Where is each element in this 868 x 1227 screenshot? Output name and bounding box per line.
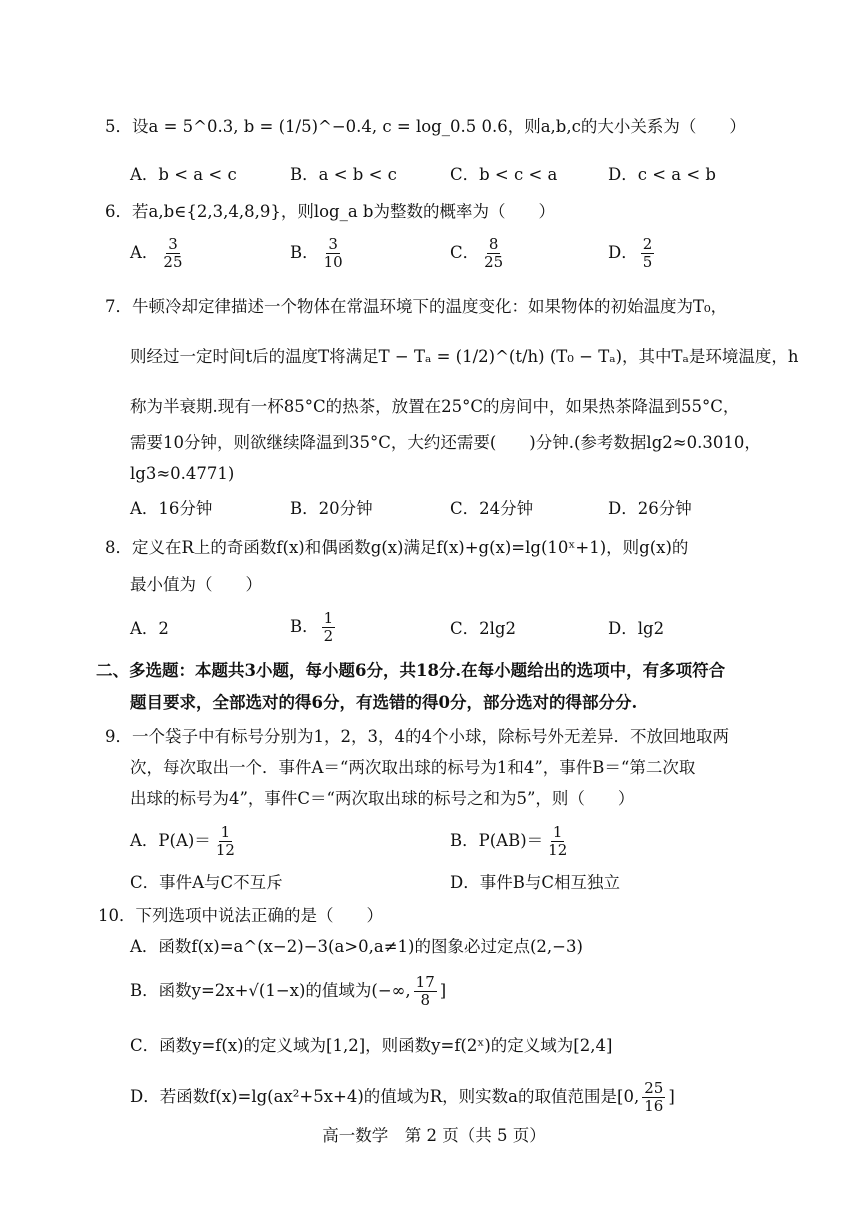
- q6-option-a-fraction: [161, 236, 184, 271]
- q9-option-c: C．事件A与C不互斥: [130, 873, 283, 892]
- q9-option-a: [130, 824, 240, 859]
- q7-line-4: 需要10分钟，则欲继续降温到35°C，大约还需要( )分钟.(参考数据lg2≈0.3010，: [130, 433, 761, 452]
- q7-line-2: 则经过一定时间t后的温度T将满足T − Tₐ = (1/2)^(t/h) (T₀ − Tₐ)，其中Tₐ是环境温度，h: [130, 347, 799, 366]
- q6-option-d-fraction: [641, 236, 655, 271]
- q8-option-b-num: 1: [323, 609, 334, 627]
- q6-option-b-fraction: [322, 236, 345, 271]
- q6-option-a: [130, 236, 188, 271]
- q9-line-3: 出球的标号为4”，事件C＝“两次取出球的标号之和为5”，则（ ）: [130, 789, 635, 808]
- q6-option-a-num: 3: [168, 235, 178, 253]
- q6-option-c: [450, 236, 508, 271]
- q7-option-c: C．24分钟: [450, 499, 534, 518]
- q5-option-d: D．c < a < b: [608, 165, 716, 184]
- q8-option-c: C．2lg2: [450, 619, 516, 638]
- q9-option-a-num: 1: [220, 823, 231, 841]
- q6-option-c-fraction: [482, 236, 505, 271]
- q10-option-d-end: ]: [668, 1087, 675, 1106]
- section-2-heading-line-1: 二、多选题：本题共3小题，每小题6分，共18分.在每小题给出的选项中，有多项符合: [96, 661, 726, 680]
- q6-stem: 6．若a,b∈{2,3,4,8,9}，则log_a b为整数的概率为（ ）: [105, 202, 555, 221]
- q9-option-b-fraction: [546, 824, 569, 859]
- q6-option-c-den: 25: [484, 253, 504, 271]
- q6-option-c-num: 8: [488, 235, 499, 253]
- q5-stem: 5．设a = 5^0.3, b = (1/5)^−0.4, c = log_0.5 0.6，则a,b,c的大小关系为（ ）: [105, 117, 746, 136]
- q10-option-d-fraction: [642, 1080, 665, 1115]
- q9-option-b-den: 12: [548, 841, 568, 859]
- q8-option-a: A．2: [130, 619, 169, 638]
- q7-line-5: lg3≈0.4771): [130, 464, 235, 483]
- q8-line-2: 最小值为（ ）: [130, 575, 262, 594]
- q6-option-b-num: 3: [328, 235, 338, 253]
- q6-option-c-label: C．: [450, 243, 480, 262]
- q7-line-1: 7．牛顿冷却定律描述一个物体在常温环境下的温度变化：如果物体的初始温度为T₀，: [105, 297, 728, 316]
- q6-option-d-num: 2: [642, 235, 653, 253]
- q10-option-d-text: D．若函数f(x)=lg(ax²+5x+4)的值域为R，则实数a的取值范围是[0,: [130, 1087, 640, 1106]
- q9-option-b-num: 1: [552, 823, 563, 841]
- q10-stem: 10．下列选项中说法正确的是（ ）: [98, 906, 383, 925]
- q6-option-b: [290, 236, 348, 271]
- q5-option-c: C．b < c < a: [450, 165, 558, 184]
- q10-option-b-end: ]: [439, 981, 447, 1000]
- q6-option-d-den: 5: [642, 253, 653, 271]
- q6-option-a-label: A．: [130, 243, 159, 262]
- q9-option-a-fraction: [214, 824, 237, 859]
- section-2-heading-line-2: 题目要求，全部选对的得6分，有选错的得0分，部分选对的得部分分.: [130, 693, 638, 712]
- q10-option-b-text: B．函数y=2x+√(1−x)的值域为(−∞,: [130, 981, 411, 1000]
- q8-option-b-fraction: [322, 610, 336, 645]
- q6-option-a-den: 25: [163, 253, 183, 271]
- q10-option-b-num: 17: [415, 973, 435, 991]
- q6-option-b-den: 10: [323, 253, 343, 271]
- q9-option-a-label: A．P(A)＝: [130, 831, 211, 850]
- q9-line-1: 9．一个袋子中有标号分别为1，2，3，4的4个小球，除标号外无差异．不放回地取两: [105, 727, 729, 746]
- q10-option-b-fraction: [414, 974, 437, 1009]
- q8-option-b: [290, 610, 338, 645]
- q6-option-d: [608, 236, 657, 271]
- q10-option-d-num: 25: [644, 1079, 664, 1097]
- q9-option-b-label: B．P(AB)＝: [450, 831, 544, 850]
- q7-line-3: 称为半衰期.现有一杯85°C的热茶，放置在25°C的房间中，如果热茶降温到55°C，: [130, 397, 740, 416]
- page-footer: 高一数学 第 2 页（共 5 页）: [322, 1126, 546, 1145]
- q7-option-b: B．20分钟: [290, 499, 373, 518]
- q9-option-a-den: 12: [215, 841, 235, 859]
- q10-option-b: [130, 974, 446, 1009]
- q10-option-b-den: 8: [420, 991, 430, 1009]
- q9-option-b: [450, 824, 572, 859]
- q10-option-a: A．函数f(x)=a^(x−2)−3(a>0,a≠1)的图象必过定点(2,−3): [130, 937, 583, 956]
- q6-option-d-label: D．: [608, 243, 638, 262]
- q10-option-c: C．函数y=f(x)的定义域为[1,2]，则函数y=f(2ˣ)的定义域为[2,4]: [130, 1036, 613, 1055]
- q8-option-b-label: B．: [290, 617, 319, 636]
- q7-option-d: D．26分钟: [608, 499, 692, 518]
- q5-option-a: A．b < a < c: [130, 165, 237, 184]
- q8-option-b-den: 2: [323, 627, 334, 645]
- q7-option-a: A．16分钟: [130, 499, 213, 518]
- q9-line-2: 次，每次取出一个．事件A＝“两次取出球的标号为1和4”，事件B＝“第二次取: [130, 758, 696, 777]
- q9-option-d: D．事件B与C相互独立: [450, 873, 620, 892]
- q8-option-d: D．lg2: [608, 619, 665, 638]
- q5-option-b: B．a < b < c: [290, 165, 397, 184]
- q10-option-d-den: 16: [644, 1097, 664, 1115]
- q8-line-1: 8．定义在R上的奇函数f(x)和偶函数g(x)满足f(x)+g(x)=lg(10ˣ+1)，则g(x)的: [105, 538, 689, 557]
- q10-option-d: [130, 1080, 675, 1115]
- q6-option-b-label: B．: [290, 243, 319, 262]
